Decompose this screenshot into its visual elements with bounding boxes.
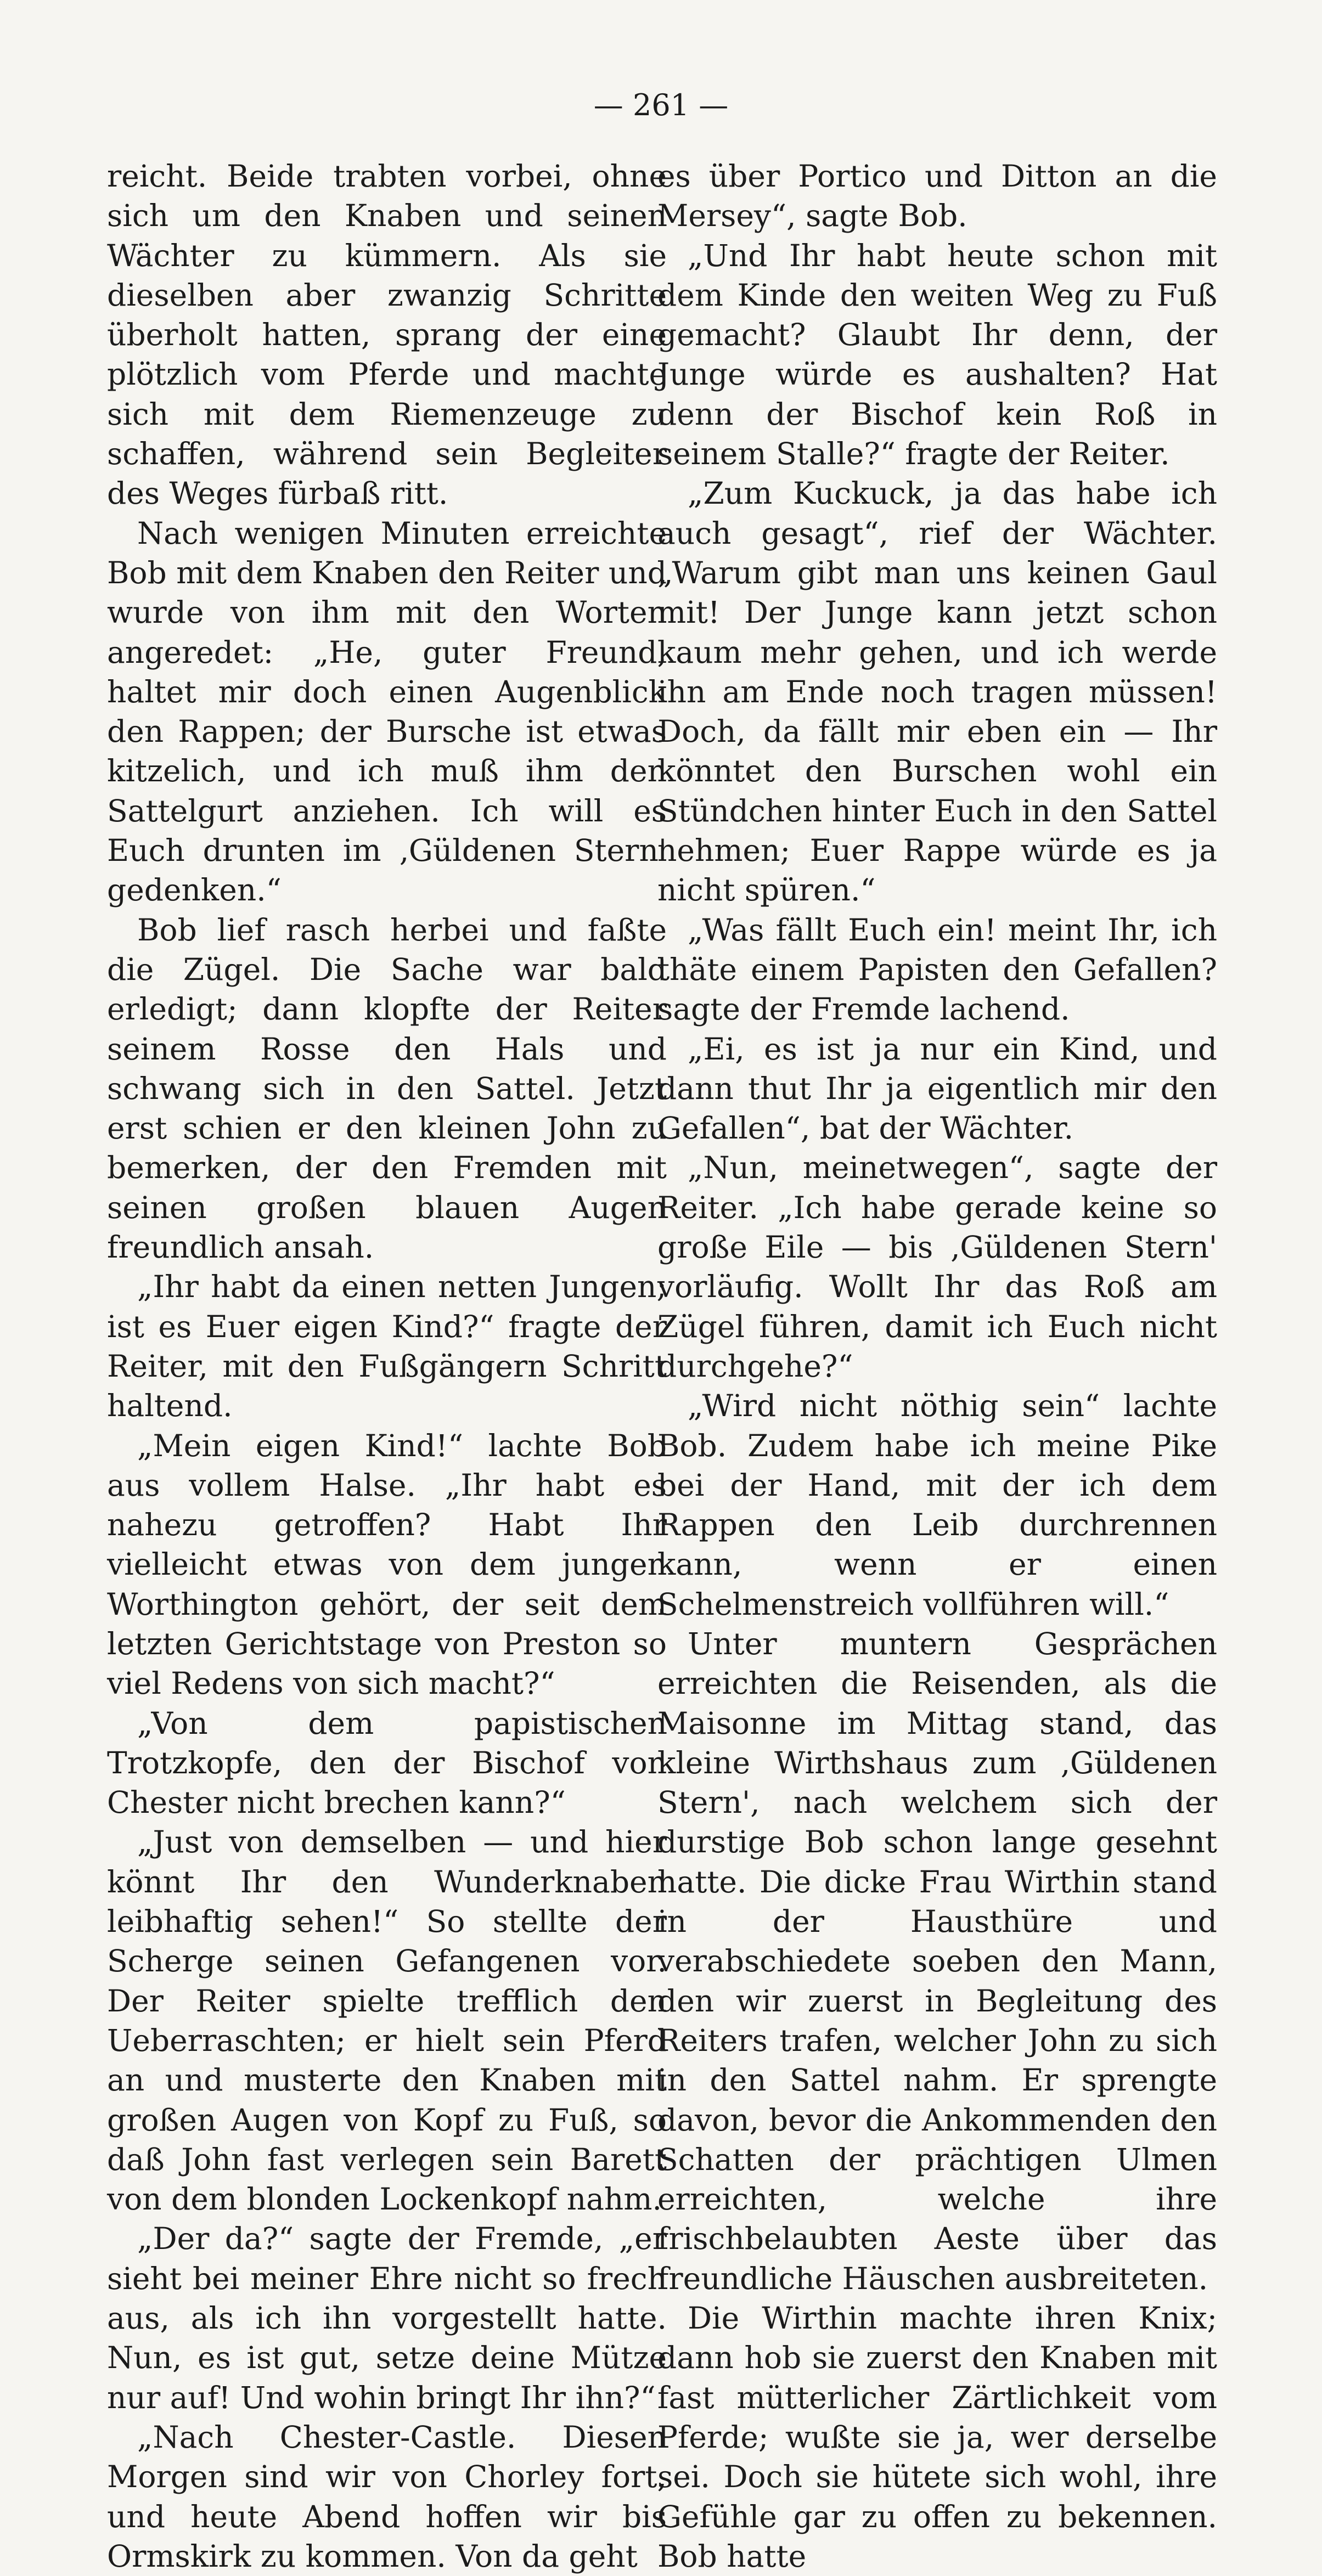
paragraph: „Von dem papistischen Trotzkopfe, den der Bischof von Chester nicht brechen kann?“ bbox=[107, 1705, 667, 1820]
paragraph: „Und Ihr habt heute schon mit dem Kinde den weiten Weg zu Fuß gemacht? Glaubt Ihr denn, der Junge würde es aushalten? Hat denn der Bischof kein Roß in seinem Stalle?“ fragte der Reiter. bbox=[657, 238, 1217, 472]
page-number: — 261 — bbox=[593, 88, 729, 122]
paragraph: „Nun, meinetwegen“, sagte der Reiter. „Ich habe gerade keine so große Eile — bis ‚Güldenen Stern' vorläufig. Wollt Ihr das Roß am Zügel führen, damit ich Euch nicht durchgehe?“ bbox=[657, 1150, 1217, 1384]
paragraph: Die Wirthin machte ihren Knix; dann hob sie zuerst den Knaben mit fast mütterlicher Zärtlichkeit vom Pferde; wußte sie ja, wer derselbe sei. Doch sie hütete sich wohl, ihre Gefühle gar zu offen zu bekennen. Bob hatte bbox=[657, 2301, 1217, 2574]
paragraph: reicht. Beide trabten vorbei, ohne sich um den Knaben und seinen Wächter zu kümmern. Als sie dieselben aber zwanzig Schritte überholt hatten, sprang der eine plötzlich vom Pferde und machte sich mit dem Riemenzeuge zu schaffen, während sein Begleiter des Weges fürbaß ritt. bbox=[107, 159, 667, 511]
paragraph: „Zum Kuckuck, ja das habe ich auch gesagt“, rief der Wächter. „Warum gibt man uns keinen Gaul mit! Der Junge kann jetzt schon kaum mehr gehen, und ich werde ihn am Ende noch tragen müssen! Doch, da fällt mir eben ein — Ihr könntet den Burschen wohl ein Stündchen hinter Euch in den Sattel nehmen; Euer Rappe würde es ja nicht spüren.“ bbox=[657, 476, 1217, 908]
paragraph: es über Portico und Ditton an die Mersey“, sagte Bob. bbox=[657, 159, 1217, 234]
paragraph: „Ei, es ist ja nur ein Kind, und dann thut Ihr ja eigentlich mir den Gefallen“, bat der Wächter. bbox=[657, 1031, 1217, 1146]
paragraph: Nach wenigen Minuten erreichte Bob mit dem Knaben den Reiter und wurde von ihm mit den Worten angeredet: „He, guter Freund, haltet mir doch einen Augenblick den Rappen; der Bursche ist etwas kitzelich, und ich muß ihm den Sattelgurt anziehen. Ich will es Euch drunten im ‚Güldenen Stern' gedenken.“ bbox=[107, 515, 667, 908]
paragraph: „Wird nicht nöthig sein“ lachte Bob. Zudem habe ich meine Pike bei der Hand, mit der ich dem Rappen den Leib durchrennen kann, wenn er einen Schelmenstreich vollführen will.“ bbox=[657, 1388, 1217, 1622]
paragraph: Bob lief rasch herbei und faßte die Zügel. Die Sache war bald erledigt; dann klopfte der Reiter seinem Rosse den Hals und schwang sich in den Sattel. Jetzt erst schien er den kleinen John zu bemerken, der den Fremden mit seinen großen blauen Augen freundlich ansah. bbox=[107, 912, 667, 1265]
paragraph: „Just von demselben — und hier könnt Ihr den Wunderknaben leibhaftig sehen!“ So stellte der Scherge seinen Gefangenen vor. Der Reiter spielte trefflich den Ueberraschten; er hielt sein Pferd an und musterte den Knaben mit großen Augen von Kopf zu Fuß, so daß John fast verlegen sein Barett von dem blonden Lockenkopf nahm. bbox=[107, 1824, 667, 2217]
paragraph: „Mein eigen Kind!“ lachte Bob aus vollem Halse. „Ihr habt es nahezu getroffen? Habt Ihr vielleicht etwas von dem jungen Worthington gehört, der seit dem letzten Gerichtstage von Preston so viel Redens von sich macht?“ bbox=[107, 1428, 667, 1701]
paragraph: „Was fällt Euch ein! meint Ihr, ich thäte einem Papisten den Gefallen? sagte der Fremde lachend. bbox=[657, 912, 1217, 1027]
paragraph: Unter muntern Gesprächen erreichten die Reisenden, als die Maisonne im Mittag stand, das kleine Wirthshaus zum ‚Güldenen Stern', nach welchem sich der durstige Bob schon lange gesehnt hatte. Die dicke Frau Wirthin stand in der Hausthüre und verabschiedete soeben den Mann, den wir zuerst in Begleitung des Reiters trafen, welcher John zu sich in den Sattel nahm. Er sprengte davon, bevor die Ankommenden den Schatten der prächtigen Ulmen erreichten, welche ihre frischbelaubten Aeste über das freundliche Häuschen ausbreiteten. bbox=[657, 1626, 1217, 2296]
paragraph: „Ihr habt da einen netten Jungen; ist es Euer eigen Kind?“ fragte der Reiter, mit den Fußgängern Schritt haltend. bbox=[107, 1269, 667, 1424]
paragraph: „Nach Chester-Castle. Diesen Morgen sind wir von Chorley fort, und heute Abend hoffen wir bis Ormskirk zu kommen. Von da geht bbox=[107, 2419, 667, 2574]
right-column bbox=[657, 156, 1217, 2574]
paragraph: „Der da?“ sagte der Fremde, „er sieht bei meiner Ehre nicht so frech aus, als ich ihn vorgestellt hatte. Nun, es ist gut, setze deine Mütze nur auf! Und wohin bringt Ihr ihn?“ bbox=[107, 2221, 667, 2415]
left-column bbox=[107, 156, 667, 2574]
